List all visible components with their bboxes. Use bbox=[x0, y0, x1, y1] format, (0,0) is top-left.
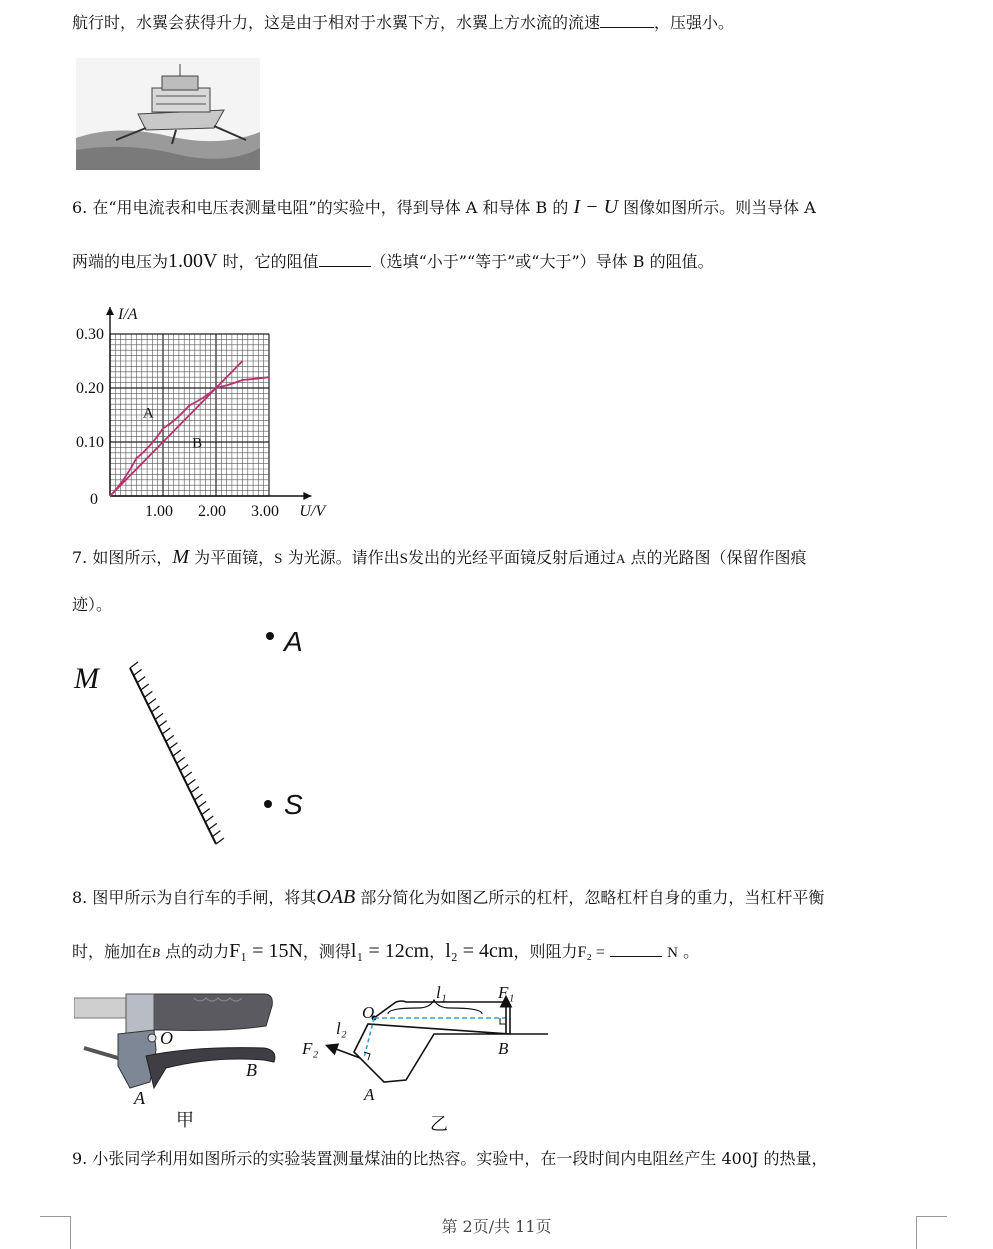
yi-label-f2: F₂ bbox=[302, 1039, 319, 1058]
mirror-hatch-mark bbox=[180, 765, 188, 771]
q5-answer-blank[interactable] bbox=[600, 13, 654, 28]
q8-l1-value: l₁ = 12cm bbox=[350, 940, 430, 962]
q7-line2: 迹）。 bbox=[72, 595, 113, 614]
q8-line1-text: 8. 图甲所示为自行车的手闸，将其 bbox=[72, 888, 317, 907]
q8-line2-end: 。 bbox=[683, 942, 700, 961]
q9-text: 9. 小张同学利用如图所示的实验装置测量煤油的比热容。实验中，在一段时间内电阻丝产生 400J 的热量， bbox=[72, 1149, 828, 1168]
fig-yi-caption: 乙 bbox=[430, 1114, 448, 1134]
y-tick-label: 0.20 bbox=[76, 380, 104, 397]
mirror-hatch-mark bbox=[130, 662, 138, 668]
q7-source-symbol: S bbox=[274, 551, 283, 567]
mirror-hatch-mark bbox=[155, 713, 163, 719]
point-s-label: S bbox=[284, 789, 303, 820]
q8-line2: 时，施加在B 点的动力F₁ = 15N，测得l₁ = 12cm，l₂ = 4cm，则阻力F₂ = N 。 bbox=[72, 940, 700, 962]
mirror-hatch-mark bbox=[195, 794, 203, 800]
mirror-hatch-mark bbox=[187, 779, 195, 785]
q8-f1-value: F₁ = 15N bbox=[229, 940, 303, 962]
mirror-hatch-mark bbox=[152, 706, 160, 712]
q8-oab-symbol: OAB bbox=[316, 886, 356, 908]
q8-line2-text-b: 点的动力 bbox=[165, 942, 230, 961]
q8-answer-blank[interactable] bbox=[610, 942, 662, 957]
series-label-b: B bbox=[192, 435, 203, 452]
q6-line2 bbox=[72, 250, 714, 273]
mirror-hatch-mark bbox=[216, 838, 224, 844]
mirror-hatch-mark bbox=[209, 823, 217, 829]
mirror-hatch-mark bbox=[202, 809, 210, 815]
q6-line2-text: 两端的电压为 bbox=[72, 252, 169, 271]
page-footer: 第 2页/共 11页 bbox=[441, 1217, 552, 1236]
mirror-hatch-mark bbox=[137, 677, 145, 683]
series-label-a: A bbox=[142, 405, 154, 422]
q8-line1 bbox=[72, 886, 824, 909]
mirror-label: M bbox=[74, 662, 99, 695]
mirror-hatch-mark bbox=[184, 772, 192, 778]
mirror-hatch-mark bbox=[212, 831, 220, 837]
mirror-hatch-mark bbox=[198, 801, 206, 807]
q8-line2-text-c: ，测得 bbox=[302, 942, 351, 961]
mirror-hatch-mark bbox=[166, 735, 174, 741]
yi-label-a: A bbox=[364, 1085, 375, 1104]
y-tick-label: 0.10 bbox=[76, 434, 104, 451]
origin-label: 0 bbox=[90, 491, 98, 508]
q7-point-a-symbol: A bbox=[615, 551, 626, 566]
mirror-hatch-mark bbox=[177, 757, 185, 763]
mirror-hatch-mark bbox=[162, 728, 170, 734]
y-axis-arrow bbox=[106, 307, 114, 315]
mirror-hatch-mark bbox=[173, 750, 181, 756]
mirror-hatch-mark bbox=[141, 684, 149, 690]
q5-text-before: 航行时，水翼会获得升力，这是由于相对于水翼下方，水翼上方水流的流速 bbox=[72, 13, 601, 32]
q8-f2-symbol: F₂ = bbox=[577, 944, 605, 961]
q8-line2-text: 时，施加在 bbox=[72, 942, 153, 961]
q5-text-after: ，压强小。 bbox=[654, 13, 735, 32]
mirror-hatch-mark bbox=[148, 699, 156, 705]
q6-line2-text-end: （选填“小于”“等于”或“大于”）导体 B 的阻值。 bbox=[370, 252, 714, 271]
mirror-hatch-mark bbox=[134, 669, 142, 675]
yi-label-l1: l₁ bbox=[436, 983, 447, 1002]
q6-line1-text: 6. 在“用电流表和电压表测量电阻”的实验中，得到导体 A 和导体 B 的 bbox=[72, 198, 569, 217]
y-tick-label: 0.30 bbox=[76, 326, 104, 343]
q8-line1-text-end: 部分简化为如图乙所示的杠杆，忽略杠杆自身的重力，当杠杆平衡 bbox=[360, 888, 825, 907]
q7-text-e: 点的光路图（保留作图痕 bbox=[630, 548, 807, 567]
q5-text bbox=[72, 12, 734, 34]
q7-text-a: 7. 如图所示， bbox=[72, 548, 173, 567]
y-axis-label: I/A bbox=[118, 306, 138, 323]
q8-unit: N bbox=[667, 945, 678, 961]
mirror-hatch-mark bbox=[191, 787, 199, 793]
q7-mirror-symbol: M bbox=[172, 546, 190, 568]
x-tick-label: 1.00 bbox=[145, 503, 173, 520]
x-tick-label: 2.00 bbox=[198, 503, 226, 520]
mirror-hatch-mark bbox=[205, 816, 213, 822]
mirror-hatch-mark bbox=[159, 721, 167, 727]
yi-label-o: O bbox=[362, 1003, 375, 1022]
fig-jia-caption: 甲 bbox=[176, 1110, 194, 1130]
q6-line2-text-mid: 时，它的阻值 bbox=[222, 252, 319, 271]
q6-line1-text-end: 图像如图所示。则当导体 A bbox=[623, 198, 816, 217]
lever-figure-yi bbox=[296, 978, 556, 1134]
mirror-hatch-mark bbox=[169, 743, 177, 749]
mirror-hatch bbox=[130, 662, 224, 844]
x-axis-arrow bbox=[303, 492, 311, 500]
point-s-dot bbox=[264, 800, 272, 808]
q6-line1 bbox=[72, 196, 816, 219]
q7-text-c: 为光源。请作出 bbox=[287, 548, 400, 567]
q7-line1 bbox=[72, 546, 806, 570]
yi-label-f1: F₁ bbox=[498, 983, 515, 1002]
q7-text-b: 为平面镜， bbox=[194, 548, 275, 567]
hydrofoil-boat-image bbox=[76, 58, 260, 170]
jia-label-a: A bbox=[134, 1088, 145, 1108]
q6-iu-symbol: I − U bbox=[573, 196, 619, 218]
q8-b-symbol: B bbox=[152, 945, 160, 960]
x-tick-label: 3.00 bbox=[251, 503, 279, 520]
brake-figure-jia bbox=[74, 990, 284, 1130]
x-axis-label: U/V bbox=[299, 503, 326, 520]
q6-answer-blank[interactable] bbox=[319, 252, 371, 267]
mirror-figure[interactable] bbox=[70, 622, 340, 868]
q8-line2-text-d: ，则阻力 bbox=[513, 942, 578, 961]
jia-label-b: B bbox=[246, 1060, 257, 1080]
point-a-label: A bbox=[284, 626, 303, 657]
point-a-dot bbox=[266, 632, 274, 640]
q6-voltage-value: 1.00V bbox=[168, 250, 218, 272]
q7-source-symbol-2: S bbox=[399, 551, 408, 567]
q8-l2-value: l₂ = 4cm bbox=[445, 940, 514, 962]
mirror-hatch-mark bbox=[144, 691, 152, 697]
q7-text-d: 发出的光经平面镜反射后通过 bbox=[407, 548, 616, 567]
yi-label-l2: l₂ bbox=[336, 1019, 347, 1038]
yi-label-b: B bbox=[498, 1039, 509, 1058]
series-line-b bbox=[110, 361, 243, 496]
iu-chart bbox=[60, 292, 350, 524]
jia-label-o: O bbox=[160, 1028, 173, 1048]
